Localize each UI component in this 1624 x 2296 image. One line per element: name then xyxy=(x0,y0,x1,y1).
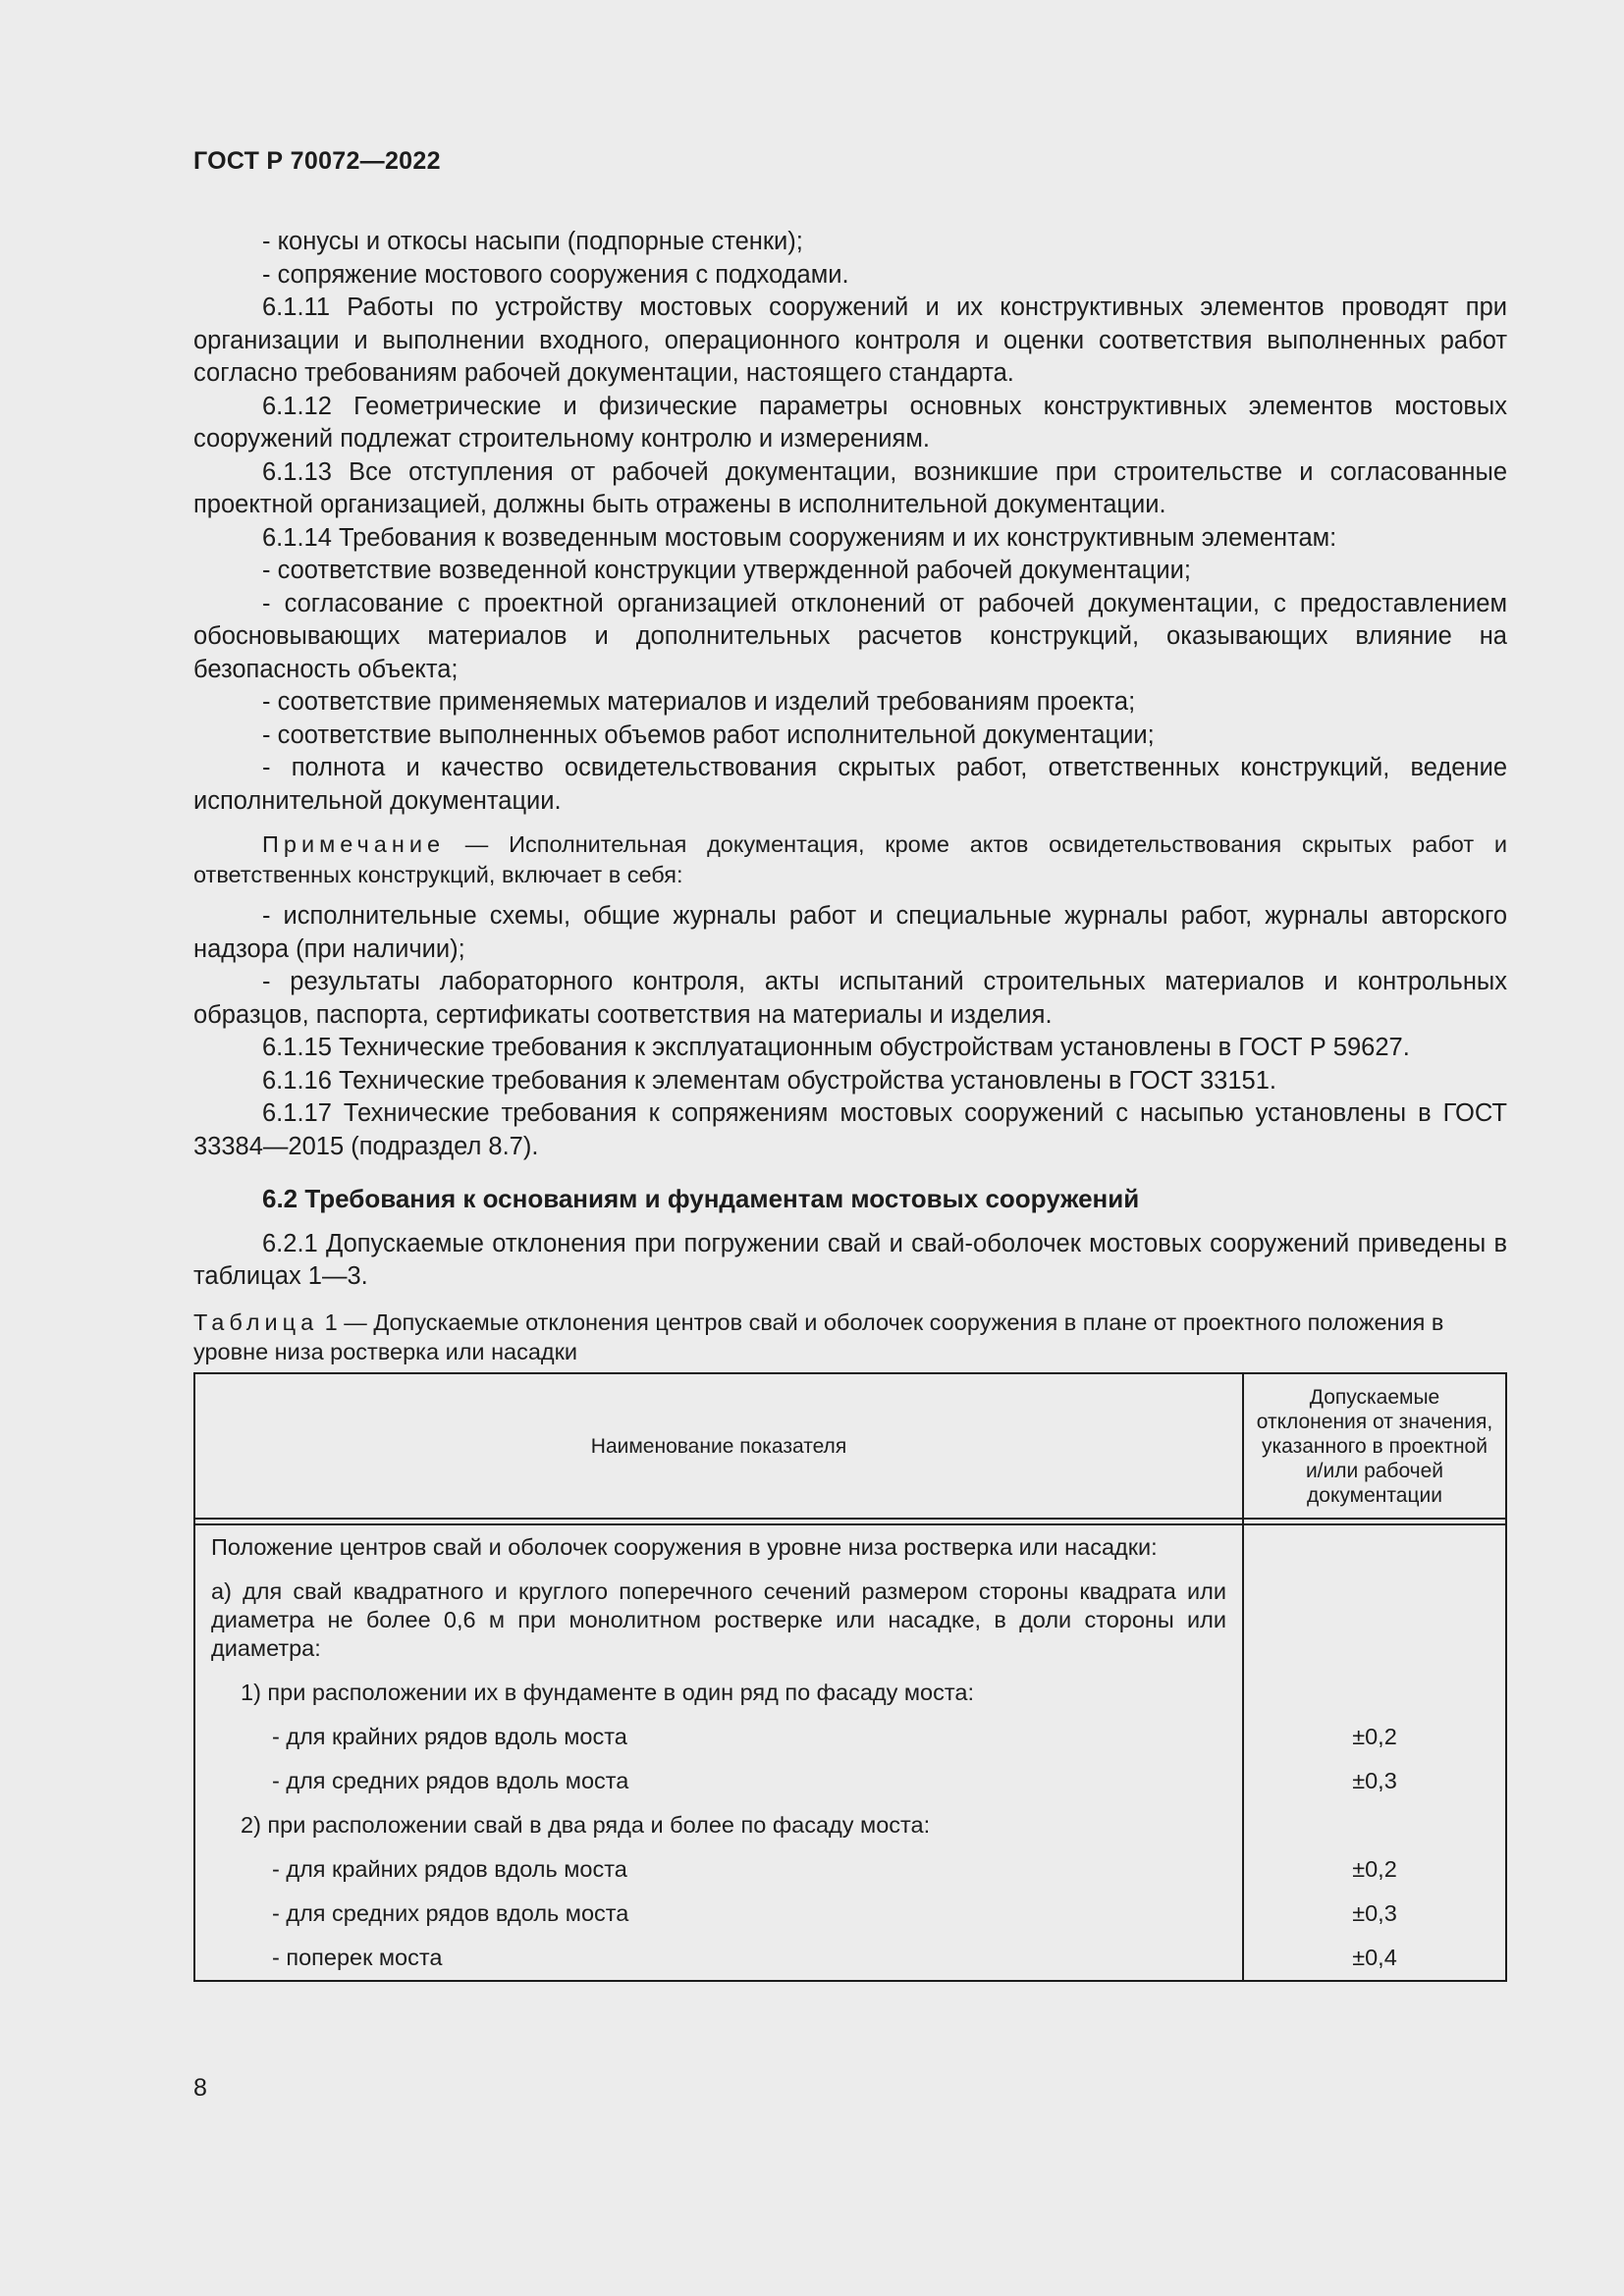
table-cell-value: ±0,4 xyxy=(1352,1944,1397,1970)
list-item: - исполнительные схемы, общие журналы работ и специальные журналы работ, журналы авторского надзора (при наличии); xyxy=(193,902,1507,963)
table-cell-value: ±0,3 xyxy=(1352,1767,1397,1793)
table-row xyxy=(195,1715,1505,1759)
table-caption xyxy=(193,1308,1507,1366)
table-cell-name: - для крайних рядов вдоль моста xyxy=(195,1847,1243,1892)
list-item: - согласование с проектной организацией отклонений от рабочей документации, с предоставлением обосновывающих материалов и дополнительных расчетов конструкций, оказывающих влияние на безопасность объекта; xyxy=(193,589,1507,683)
paragraph-6-2-1: 6.2.1 Допускаемые отклонения при погружении свай и свай-оболочек мостовых сооружений приведены в таблицах 1—3. xyxy=(193,1229,1507,1290)
table-cell-name: - для средних рядов вдоль моста xyxy=(195,1759,1243,1803)
table-caption-text: 1 — Допускаемые отклонения центров свай и оболочек сооружения в плане от проектного положения в уровне низа ростверка или насадки xyxy=(193,1308,1444,1364)
table-row xyxy=(195,1671,1505,1715)
list-item: - соответствие возведенной конструкции утвержденной рабочей документации; xyxy=(262,557,1191,584)
note-label: Примечание xyxy=(262,831,446,857)
paragraph: - сопряжение мостового сооружения с подходами. xyxy=(262,260,849,289)
document-header-code: ГОСТ Р 70072—2022 xyxy=(193,147,441,175)
table-cell-name: 2) при расположении свай в два ряда и более по фасаду моста: xyxy=(195,1803,1243,1847)
table-cell-value xyxy=(1243,1524,1505,1570)
paragraph-6-1-14: 6.1.14 Требования к возведенным мостовым сооружениям и их конструктивным элементам: xyxy=(262,523,1337,552)
table-cell-name: - поперек моста xyxy=(195,1936,1243,1980)
table-header-row xyxy=(195,1374,1505,1519)
table-cell-name: Положение центров свай и оболочек сооружения в уровне низа ростверка или насадки: xyxy=(195,1524,1243,1570)
table-row xyxy=(195,1892,1505,1936)
table-cell-value xyxy=(1243,1671,1505,1715)
paragraph-6-1-13: 6.1.13 Все отступления от рабочей документации, возникшие при строительстве и согласованные проектной организацией, должны быть отражены в исполнительной документации. xyxy=(193,457,1507,518)
table-cell-value xyxy=(1243,1803,1505,1847)
table-row xyxy=(195,1759,1505,1803)
table-row xyxy=(195,1847,1505,1892)
table-header-tolerance: Допускаемые отклонения от значения, указанного в проектной и/или рабочей документации xyxy=(1256,1386,1493,1507)
table-cell-value: ±0,2 xyxy=(1352,1723,1397,1749)
paragraph-6-1-15: 6.1.15 Технические требования к эксплуатационным обустройствам установлены в ГОСТ Р 59627. xyxy=(262,1034,1410,1061)
table-cell-name: а) для свай квадратного и круглого поперечного сечений размером стороны квадрата или диаметра не более 0,6 м при монолитном ростверке или насадке, в доли стороны или диаметра: xyxy=(195,1570,1243,1671)
note xyxy=(193,829,1507,890)
table-caption-label: Таблица xyxy=(193,1308,319,1335)
table-row xyxy=(195,1936,1505,1980)
table-cell-value: ±0,2 xyxy=(1352,1855,1397,1882)
table-cell-name: 1) при расположении их в фундаменте в один ряд по фасаду моста: xyxy=(195,1671,1243,1715)
table-row xyxy=(195,1803,1505,1847)
paragraph-6-1-16: 6.1.16 Технические требования к элементам обустройства установлены в ГОСТ 33151. xyxy=(262,1066,1276,1095)
table-row xyxy=(195,1570,1505,1671)
document-body xyxy=(193,226,1507,1982)
note-text: — Исполнительная документация, кроме актов освидетельствования скрытых работ и ответственных конструкций, включает в себя: xyxy=(193,831,1507,887)
table-row xyxy=(195,1524,1505,1570)
page-number: 8 xyxy=(193,2074,207,2102)
paragraph-6-1-17: 6.1.17 Технические требования к сопряжениям мостовых сооружений с насыпью установлены в ГОСТ 33384—2015 (подраздел 8.7). xyxy=(193,1099,1507,1160)
paragraph: - конусы и откосы насыпи (подпорные стенки); xyxy=(262,228,803,255)
paragraph-6-1-11: 6.1.11 Работы по устройству мостовых сооружений и их конструктивных элементов проводят при организации и выполнении входного, операционного контроля и оценки соответствия выполненных работ согласно требованиям рабочей документации, настоящего стандарта. xyxy=(193,294,1507,387)
table-cell-name: - для крайних рядов вдоль моста xyxy=(195,1715,1243,1759)
table-cell-name: - для средних рядов вдоль моста xyxy=(195,1892,1243,1936)
table-cell-value xyxy=(1243,1570,1505,1671)
paragraph-6-1-12: 6.1.12 Геометрические и физические параметры основных конструктивных элементов мостовых сооружений подлежат строительному контролю и измерениям. xyxy=(193,392,1507,453)
list-item: - соответствие применяемых материалов и изделий требованиям проекта; xyxy=(262,688,1136,716)
table-cell-value: ±0,3 xyxy=(1352,1899,1397,1926)
list-item: - полнота и качество освидетельствования скрытых работ, ответственных конструкций, ведение исполнительной документации. xyxy=(193,754,1507,815)
list-item: - соответствие выполненных объемов работ исполнительной документации; xyxy=(262,721,1155,749)
list-item: - результаты лабораторного контроля, акты испытаний строительных материалов и контрольных образцов, паспорта, сертификаты соответствия на материалы и изделия. xyxy=(193,968,1507,1029)
section-title: 6.2 Требования к основаниям и фундаментам мостовых сооружений xyxy=(262,1184,1140,1213)
table-1 xyxy=(193,1372,1507,1982)
table-header-indicator: Наименование показателя xyxy=(195,1374,1243,1519)
